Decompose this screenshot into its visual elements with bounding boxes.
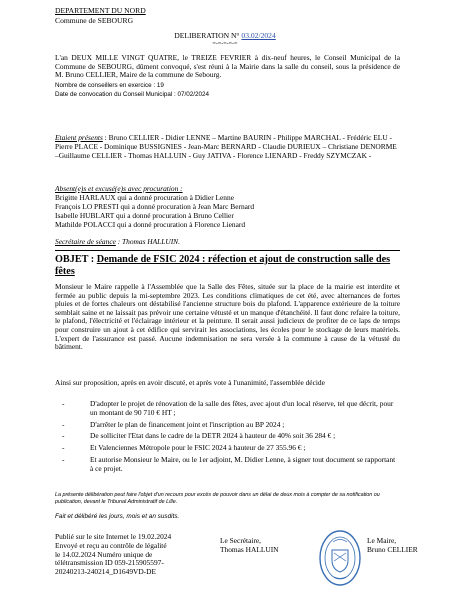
department-title: DEPARTEMENT DU NORD	[55, 6, 146, 15]
publication-line: Envoyé et reçu au contrôle de légalité	[55, 540, 167, 550]
secretary-signature-block	[220, 537, 310, 555]
divider	[55, 250, 400, 251]
deliberation-number: 03.02/2024	[241, 31, 276, 40]
commune-name: Commune de SEBOURG	[55, 16, 134, 25]
done-statement: Fait et délibéré les jours, mois et an susdits.	[55, 513, 180, 520]
secretary-title: Le Secrétaire,	[220, 536, 262, 545]
decision-item: - Et autorise Monsieur le Maire, ou le 1er adjoint, M. Didier Lenne, à signer tout document se rapportant à ce projet.	[62, 454, 396, 473]
proxy-line: Brigitte HARLAUX qui a donné procuration à Didier Lenne	[55, 193, 234, 202]
publication-info	[55, 533, 195, 577]
secretary-name: : Thomas HALLUIN.	[115, 237, 180, 246]
deliberation-label: DELIBERATION N°	[174, 31, 240, 40]
decision-item: - D'adopter le projet de rénovation de la salle des fêtes, avec ajout d'un local réserve, tel que décrit, pour un montant de 90 710 € HT ;	[62, 399, 394, 417]
deliberation-heading	[0, 31, 450, 40]
secretary-signature-name: Thomas HALLUIN	[220, 544, 279, 554]
objet-prefix: OBJET :	[55, 254, 97, 265]
decision-item: - De solliciter l'Etat dans le cadre de la DETR 2024 à hauteur de 40% soit 36 284 € ;	[62, 431, 336, 441]
intro-paragraph: L'an DEUX MILLE VINGT QUATRE, le TREIZE FEVRIER à dix-neuf heures, le Conseil Municipal de la Commune de SEBOURG, dûment convoqué, s'est réuni à la Mairie dans la salle du conseil, sous la présidence de M. Bruno CELLIER, Maire de la commune de Sebourg.	[55, 53, 400, 80]
separator: =-=-=-=-=	[212, 41, 238, 47]
publication-line: le 14.02.2024 Numéro unique de	[55, 549, 153, 559]
proxy-line: Isabelle HUBLART qui a donné procuration à Bruno Cellier	[55, 211, 234, 220]
present-members	[55, 134, 400, 160]
present-label: Etaient présents	[55, 133, 103, 142]
appeal-notice: La présente délibération peut faire l'objet d'un recours pour excès de pouvoir dans un délai de deux mois à compter de sa notification ou publication, devant le Tribunal Administratif de Lille.	[55, 492, 380, 506]
publication-line: Publié sur le site Internet le 19.02.2024	[55, 532, 172, 541]
publication-line: télétransmission ID 059-215905597-	[55, 558, 164, 568]
present-list: : Bruno CELLIER - Didier LENNE – Martine BAURIN - Philippe MARCHAL - Frédéric ELU - Pierre PLACE - Dominique BUSSIGNIES - Jean-Marc BERNARD - Claudie DURIEUX – Christiane DENORME –Guillaume CELLIER - Thomas HALLUIN - Guy JATIVA - Florence LIENARD - Freddy SZYMCZAK -	[55, 133, 397, 160]
session-secretary	[55, 238, 180, 247]
vote-line: Ainsi sur proposition, après en avoir discuté, et après vote à l'unanimité, l'assemblée décide	[55, 378, 325, 387]
mayor-name: Bruno CELLIER	[367, 544, 418, 554]
secretary-label: Secrétaire de séance	[55, 237, 116, 246]
absent-label: Absent(e)s et excusé(e)s avec procuration :	[55, 184, 183, 193]
objet-text: Demande de FSIC 2024 : réfection et ajout de construction salle des fêtes	[55, 254, 391, 277]
publication-line: 20240213-240214_D1649VD-DE	[55, 567, 156, 577]
decision-item: - D'arrêter le plan de financement joint et l'inscription au BP 2024 ;	[62, 419, 285, 429]
members-count: Nombre de conseillers en exercice : 19	[55, 82, 164, 89]
objet-title	[55, 254, 400, 277]
body-paragraph: Monsieur le Maire rappelle à l'Assemblée que la Salle des Fêtes, située sur la place de la mairie est interdite et fermée au public depuis la mi-septembre 2023. Les conditions climatiques de cet été, avec alternances de fortes pluies et de fortes chaleurs ont déstabilisé l'ancienne structure bois du plafond. L'apparence extérieure de la toiture semblait saine et ne laissait pas prévoir une certaine vétusté et un manque d'étanchéité. Il faut donc refaire la toiture, le plafond, l'électricité et l'éclairage intérieur et la peinture. Il serait aussi judicieux de profiter de ce laps de temps pour construire un ajout à cet édifice qui servirait les associations, les écoles pour le stockage de leurs matériels. L'expert de l'assurance est passé. Aucune indemnisation ne sera versée à la commune à cause de la vétusté du bâtiment.	[55, 282, 400, 352]
mayor-signature-block	[367, 537, 447, 555]
mairie-seal-stamp	[318, 528, 362, 588]
proxy-line: François LO PRESTI qui a donné procuration à Jean Marc Bernard	[55, 202, 255, 211]
decision-list	[62, 400, 400, 477]
mayor-title: Le Maire,	[367, 536, 397, 545]
proxy-line: Mathilde POLACCI qui a donné procuration à Florence Lienard	[55, 220, 246, 229]
decision-item: - Et Valenciennes Métropole pour le FSIC 2024 à hauteur de 27 355.96 € ;	[62, 443, 306, 453]
convocation-date: Date de convocation du Conseil Municipal : 07/02/2024	[55, 91, 210, 98]
